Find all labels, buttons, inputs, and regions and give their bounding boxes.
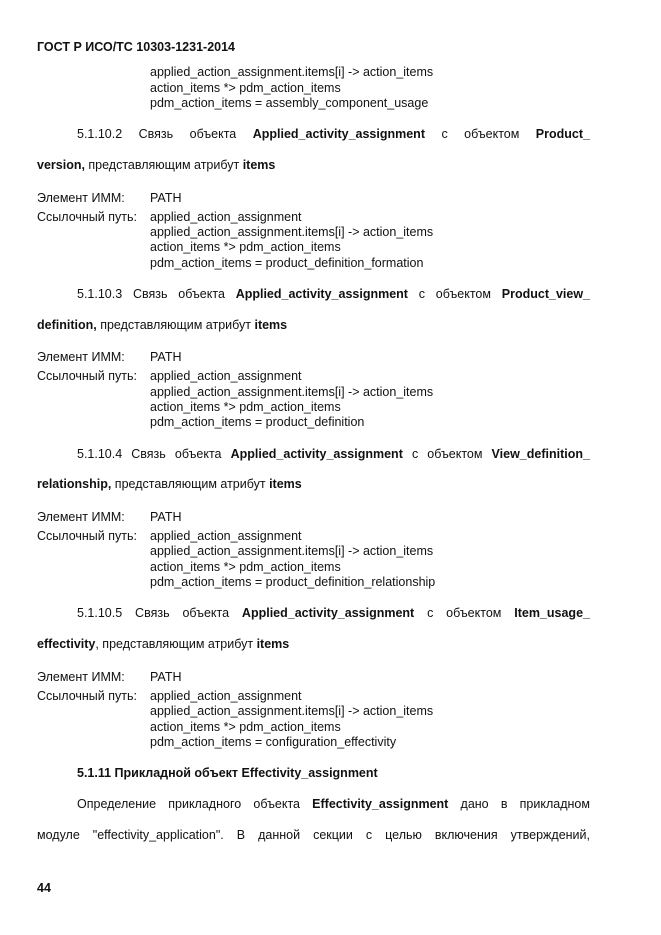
- code-line: applied_action_assignment: [150, 689, 302, 703]
- element-value: PATH: [150, 191, 182, 205]
- path-label: Ссылочный путь:: [37, 210, 137, 224]
- path-label: Ссылочный путь:: [37, 369, 137, 383]
- element-value: PATH: [150, 350, 182, 364]
- element-label: Элемент ИММ:: [37, 191, 125, 205]
- section-heading-continuation: version, представляющим атрибут items: [37, 158, 276, 172]
- code-line: applied_action_assignment.items[i] -> action_items: [150, 544, 434, 558]
- code-line: applied_action_assignment.items[i] -> action_items: [150, 65, 434, 79]
- code-line: applied_action_assignment.items[i] -> action_items: [150, 385, 434, 399]
- code-line: applied_action_assignment.items[i] -> action_items: [150, 704, 434, 718]
- code-line: applied_action_assignment.items[i] -> action_items: [150, 225, 434, 239]
- section-title: 5.1.11 Прикладной объект Effectivity_assignment: [77, 766, 378, 780]
- section-heading-line: 5.1.10.3 Связь объекта Applied_activity_assignment с объектом Product_view_: [77, 287, 590, 301]
- section-heading-line: 5.1.10.4 Связь объекта Applied_activity_assignment с объектом View_definition_: [77, 447, 590, 461]
- code-line: pdm_action_items = product_definition_formation: [150, 256, 424, 270]
- element-value: PATH: [150, 510, 182, 524]
- code-line: pdm_action_items = configuration_effectivity: [150, 735, 397, 749]
- page-number: 44: [37, 881, 51, 895]
- code-line: action_items *> pdm_action_items: [150, 560, 341, 574]
- section-heading-continuation: relationship, представляющим атрибут items: [37, 477, 302, 491]
- code-line: applied_action_assignment: [150, 369, 302, 383]
- code-line: applied_action_assignment: [150, 210, 302, 224]
- path-label: Ссылочный путь:: [37, 689, 137, 703]
- element-label: Элемент ИММ:: [37, 350, 125, 364]
- paragraph-line: Определение прикладного объекта Effectivity_assignment дано в прикладном: [77, 797, 590, 811]
- paragraph-line: модуле "effectivity_application". В данной секции с целью включения утверждений,: [37, 828, 590, 842]
- code-line: action_items *> pdm_action_items: [150, 400, 341, 414]
- code-line: action_items *> pdm_action_items: [150, 240, 341, 254]
- path-label: Ссылочный путь:: [37, 529, 137, 543]
- element-label: Элемент ИММ:: [37, 670, 125, 684]
- section-heading-continuation: effectivity, представляющим атрибут items: [37, 637, 290, 651]
- section-heading-line: 5.1.10.2 Связь объекта Applied_activity_assignment с объектом Product_: [77, 127, 590, 141]
- element-value: PATH: [150, 670, 182, 684]
- document-header: ГОСТ Р ИСО/ТС 10303-1231-2014: [37, 40, 236, 54]
- code-line: applied_action_assignment: [150, 529, 302, 543]
- code-line: pdm_action_items = product_definition: [150, 415, 365, 429]
- code-line: action_items *> pdm_action_items: [150, 720, 341, 734]
- code-line: pdm_action_items = product_definition_relationship: [150, 575, 436, 589]
- section-heading-line: 5.1.10.5 Связь объекта Applied_activity_assignment с объектом Item_usage_: [77, 606, 590, 620]
- element-label: Элемент ИММ:: [37, 510, 125, 524]
- code-line: pdm_action_items = assembly_component_usage: [150, 96, 429, 110]
- code-line: action_items *> pdm_action_items: [150, 81, 341, 95]
- section-heading-continuation: definition, представляющим атрибут items: [37, 318, 288, 332]
